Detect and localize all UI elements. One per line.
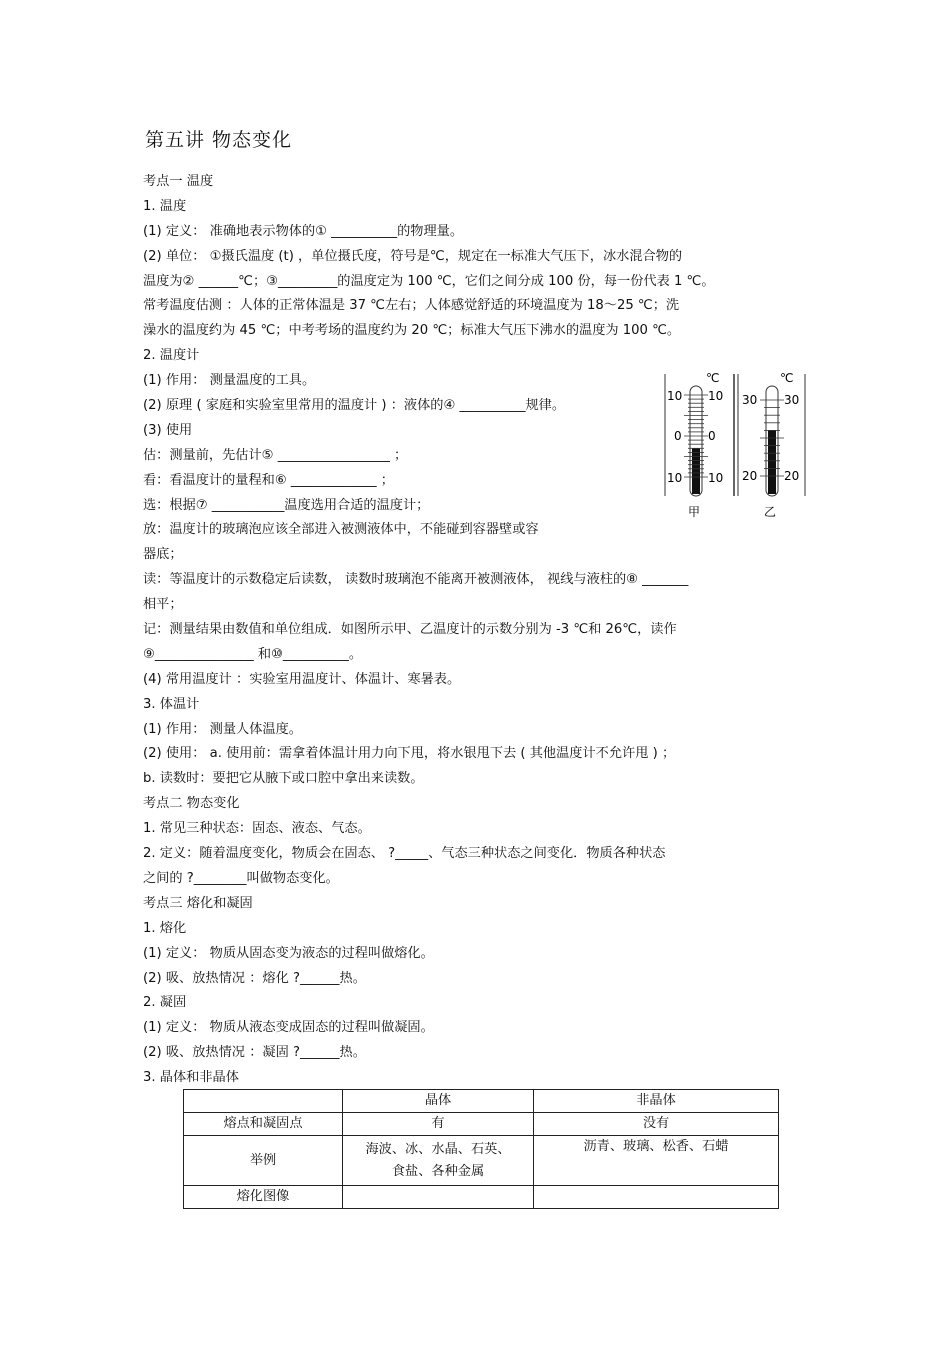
- text-line: (1) 作用： 测量人体温度。: [143, 721, 302, 737]
- example-line-2: 食盐、各种金属: [391, 1163, 485, 1179]
- table-cell: [184, 1090, 343, 1113]
- table-cell: 没有: [534, 1113, 779, 1136]
- tick-label-yi-20-left: 20: [742, 469, 758, 483]
- text-line: (1) 定义： 准确地表示物体的① __________的物理量。: [143, 223, 464, 239]
- text-line: 看：看温度计的量程和⑥ _____________ ；: [143, 472, 394, 488]
- table-cell: 熔点和凝固点: [184, 1113, 343, 1136]
- text-body: [143, 170, 808, 1091]
- text-line: 2. 定义：随着温度变化，物质会在固态、 ?_____、气态三种状态之间变化．物质各种状态: [143, 846, 666, 862]
- table-cell: 有: [343, 1113, 534, 1136]
- text-line: (3) 使用: [143, 422, 193, 438]
- text-line: 相平；: [143, 597, 183, 613]
- text-line: 读：等温度计的示数稳定后读数， 读数时玻璃泡不能离开被测液体， 视线与液柱的⑧ _______: [143, 572, 689, 588]
- thermometer-jia: [665, 371, 734, 519]
- liquid-column-yi: [768, 430, 776, 494]
- page-title: 第五讲 物态变化: [145, 129, 293, 151]
- text-line: (1) 定义： 物质从固态变为液态的过程叫做熔化。: [143, 945, 434, 961]
- text-line: (2) 原理 ( 家庭和实验室里常用的温度计 ) ：液体的④ __________规律。: [143, 398, 566, 414]
- example-line-1: 海波、冰、水晶、石英、: [365, 1141, 511, 1157]
- unit-label-jia: ℃: [706, 371, 720, 385]
- text-line: 记：测量结果由数值和单位组成．如图所示甲、乙温度计的示数分别为 -3 ℃和 26℃，读作: [143, 622, 677, 638]
- table-cell-examples: [343, 1136, 534, 1186]
- table-cell: 沥青、玻璃、松香、石蜡: [534, 1136, 779, 1186]
- text-line: (1) 作用： 测量温度的工具。: [143, 373, 316, 389]
- text-line: 之间的 ?________叫做物态变化。: [143, 870, 339, 886]
- tick-label-jia-10-bottom-right: 10: [708, 471, 724, 485]
- table-cell: 熔化图像: [184, 1186, 343, 1209]
- text-line: (2) 吸、放热情况 ：熔化 ?______热。: [143, 970, 366, 986]
- text-line: 1. 温度: [143, 198, 187, 214]
- table-row: [184, 1136, 779, 1186]
- label-jia: 甲: [688, 505, 701, 519]
- tick-label-jia-0-right: 0: [708, 429, 716, 443]
- text-line: (4) 常用温度计 ：实验室用温度计、体温计、寒暑表。: [143, 671, 461, 687]
- table-row: [184, 1186, 779, 1209]
- text-line: 温度为② ______℃；③_________的温度定为 100 ℃，它们之间分成 100 份，每一份代表 1 ℃。: [143, 273, 715, 289]
- label-yi: 乙: [764, 505, 777, 519]
- text-line: (2) 吸、放热情况 ：凝固 ?______热。: [143, 1045, 366, 1061]
- text-line: 3. 体温计: [143, 696, 200, 712]
- text-line: 澡水的温度约为 45 ℃；中考考场的温度约为 20 ℃；标准大气压下沸水的温度为 100 ℃。: [143, 323, 681, 339]
- liquid-column-jia: [692, 448, 700, 494]
- table-header-row: [184, 1090, 779, 1113]
- text-line: (2) 使用： a. 使用前：需拿着体温计用力向下甩，将水银甩下去 ( 其他温度计不允许甩 ) ；: [143, 746, 676, 762]
- tick-label-yi-20-right: 20: [784, 469, 800, 483]
- tick-label-jia-10-bottom-left: 10: [667, 471, 683, 485]
- table-header-crystal: 晶体: [343, 1090, 534, 1113]
- table-cell: 举例: [184, 1136, 343, 1186]
- document-page: [143, 126, 808, 1204]
- tick-label-yi-30-left: 30: [742, 393, 758, 407]
- text-line: 放：温度计的玻璃泡应该全部进入被测液体中，不能碰到容器壁或容: [143, 522, 539, 538]
- text-line: 考点三 熔化和凝固: [143, 895, 253, 911]
- unit-label-yi: ℃: [780, 371, 794, 385]
- text-line: 选：根据⑦ ___________温度选用合适的温度计；: [143, 497, 430, 513]
- text-line: 考点一 温度: [143, 174, 214, 189]
- table-header-amorphous: 非晶体: [534, 1090, 779, 1113]
- crystal-table: [183, 1089, 779, 1209]
- text-line: 估：测量前，先估计⑤ _________________ ；: [143, 447, 408, 463]
- text-line: (2) 单位： ①摄氏温度 (t) ，单位摄氏度，符号是℃，规定在一标准大气压下，冰水混合物的: [143, 248, 683, 264]
- table-cell: [534, 1186, 779, 1209]
- text-line: 常考温度估测 ：人体的正常体温是 37 ℃左右；人体感觉舒适的环境温度为 18～25 ℃；洗: [143, 298, 680, 314]
- thermometer-yi: [738, 371, 805, 519]
- table-cell: [343, 1186, 534, 1209]
- text-line: ⑨_______________ 和⑩__________。: [143, 646, 363, 662]
- text-line: 2. 凝固: [143, 995, 187, 1011]
- text-line: 器底；: [143, 547, 183, 563]
- tick-label-yi-30-right: 30: [784, 393, 800, 407]
- thermometer-figure: [662, 370, 807, 520]
- text-line: b. 读数时：要把它从腋下或口腔中拿出来读数。: [143, 771, 424, 787]
- table-row: [184, 1113, 779, 1136]
- tick-label-jia-10-top-left: 10: [667, 389, 683, 403]
- text-line: 1. 常见三种状态：固态、液态、气态。: [143, 821, 371, 837]
- text-line: 1. 熔化: [143, 920, 187, 936]
- text-line: 3. 晶体和非晶体: [143, 1070, 239, 1086]
- text-line: 2. 温度计: [143, 348, 200, 364]
- tick-label-jia-10-top-right: 10: [708, 389, 724, 403]
- tick-label-jia-0-left: 0: [674, 429, 682, 443]
- text-line: 考点二 物态变化: [143, 796, 240, 812]
- text-line: (1) 定义： 物质从液态变成固态的过程叫做凝固。: [143, 1020, 434, 1036]
